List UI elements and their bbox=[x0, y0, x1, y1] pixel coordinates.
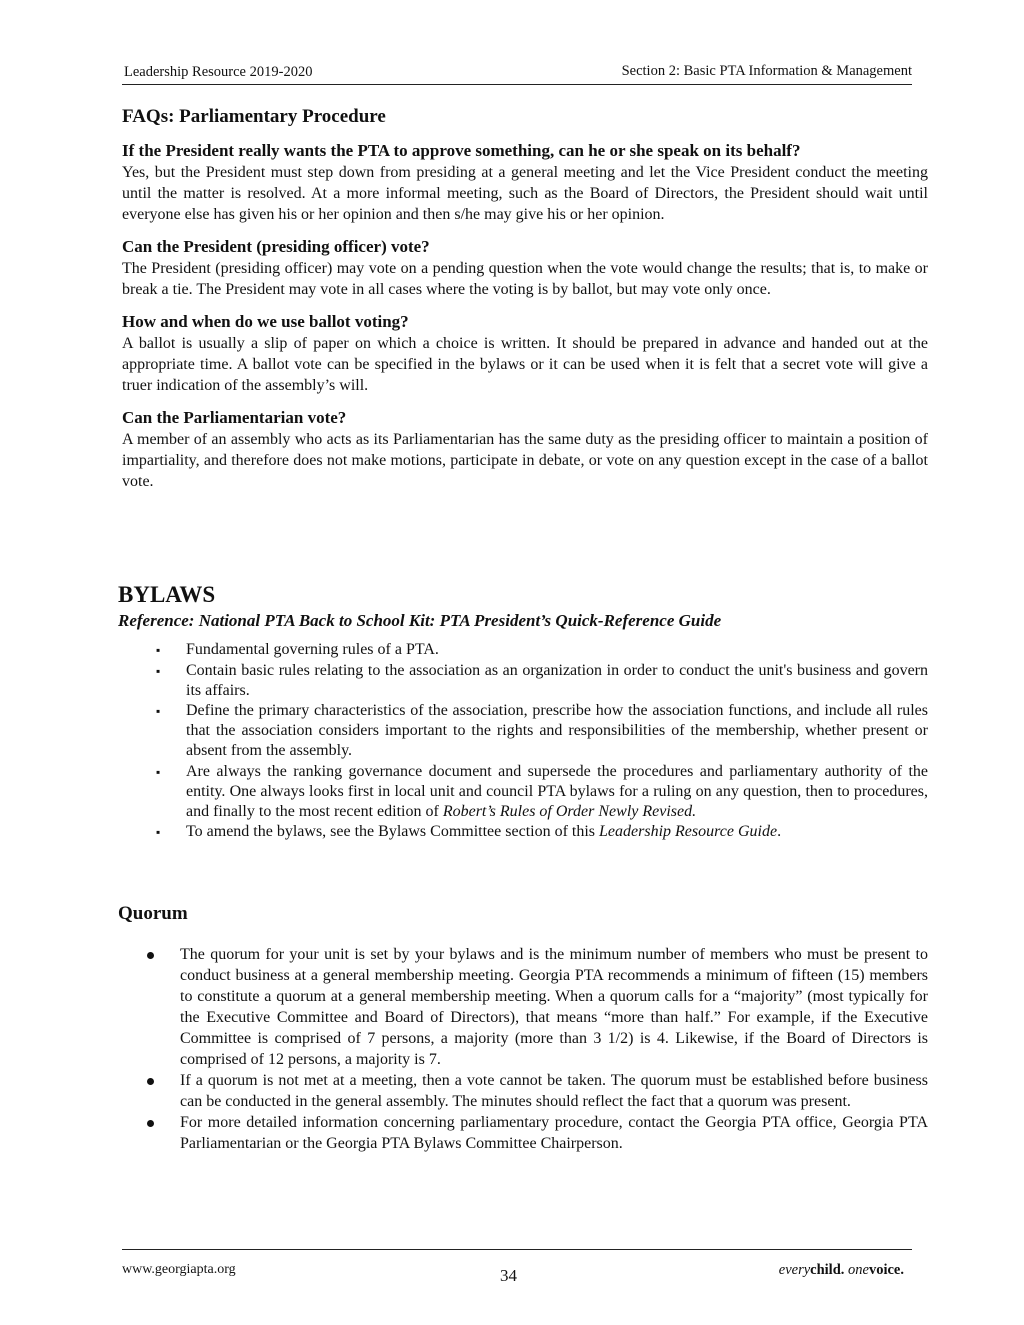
faq-answer: A member of an assembly who acts as its Parliamentarian has the same duty as the presiding officer to maintain a position of impartiality, and therefore does not make motions, participate in debate, or vote on any question except in the case of a ballot vote. bbox=[122, 431, 928, 490]
faq-answer: Yes, but the President must step down from presiding at a general meeting and let the Vice President conduct the meeting until the matter is resolved. At a more informal meeting, such as the Board of Directors, the President should wait until everyone else has given his or her opinion and then s/he may give his or her opinion. bbox=[122, 164, 928, 223]
square-bullet-icon: ▪ bbox=[156, 764, 161, 779]
footer-divider bbox=[122, 1249, 912, 1250]
faq-section bbox=[122, 106, 928, 503]
square-bullet-icon: ▪ bbox=[156, 825, 161, 839]
faq-answer: A ballot is usually a slip of paper on which a choice is written. It should be prepared in advance and handed out at the appropriate time. A ballot vote can be specified in the bylaws or it can be used when it is felt that a secret vote will give a truer indication of the assembly’s will. bbox=[122, 335, 928, 394]
guide-title: Leadership Resource Guide bbox=[599, 823, 778, 840]
slogan-one: one bbox=[848, 1262, 869, 1278]
faq-title: FAQs: Parliamentary Procedure bbox=[122, 106, 386, 127]
list-item bbox=[118, 640, 928, 660]
page-number: 34 bbox=[500, 1266, 517, 1285]
faq-question: How and when do we use ballot voting? bbox=[122, 312, 409, 331]
bylaws-list bbox=[118, 640, 928, 842]
list-item-text: For more detailed information concerning parliamentary procedure, contact the Georgia PTA office, Georgia PTA Parliamentarian or the Georgia PTA Bylaws Committee Chairperson. bbox=[180, 1114, 928, 1152]
faq-question: Can the Parliamentarian vote? bbox=[122, 408, 347, 427]
header-right-text: Section 2: Basic PTA Information & Management bbox=[621, 63, 912, 79]
list-item-text: Contain basic rules relating to the association as an organization in order to conduct the unit's business and govern its affairs. bbox=[186, 661, 928, 699]
slogan-child: child. bbox=[810, 1262, 845, 1278]
square-bullet-icon: ▪ bbox=[156, 663, 161, 678]
quorum-title: Quorum bbox=[118, 903, 188, 924]
header-left-text: Leadership Resource 2019-2020 bbox=[124, 64, 313, 80]
faq-question: If the President really wants the PTA to approve something, can he or she speak on its behalf? bbox=[122, 141, 801, 160]
list-item-text: Define the primary characteristics of the association, prescribe how the association functions, and include all rules that the association considers important to the rights and responsibilities of the membership, whether present or absent from the assembly. bbox=[186, 702, 928, 759]
list-item bbox=[118, 1112, 928, 1154]
bullet-dot-icon bbox=[147, 952, 154, 959]
list-item-text: Fundamental governing rules of a PTA. bbox=[186, 641, 439, 658]
list-item-text: If a quorum is not met at a meeting, then a vote cannot be taken. The quorum must be established before business can be conducted in the general assembly. The minutes should reflect the fact that a quorum was present. bbox=[180, 1072, 928, 1110]
list-item bbox=[118, 762, 928, 822]
faq-question: Can the President (presiding officer) vote? bbox=[122, 237, 430, 256]
footer-slogan bbox=[779, 1262, 904, 1279]
quorum-list bbox=[118, 944, 928, 1154]
list-item bbox=[118, 822, 928, 842]
book-title: Robert’s Rules of Order Newly Revised. bbox=[442, 802, 697, 820]
quorum-section bbox=[118, 902, 928, 1154]
bylaws-reference: Reference: National PTA Back to School Kit: PTA President’s Quick-Reference Guide bbox=[118, 611, 722, 630]
footer-website: www.georgiapta.org bbox=[122, 1262, 236, 1277]
bullet-dot-icon bbox=[147, 1078, 154, 1085]
list-item-text: Are always the ranking governance document and supersede the procedures and parliamentary authority of the entity. One always looks first in local unit and council PTA bylaws for a ruling on any question, then to procedures, and finally to the most recent edition of bbox=[186, 762, 928, 820]
list-item-text: The quorum for your unit is set by your bylaws and is the minimum number of members who must be present to conduct business at a general membership meeting. Georgia PTA recommends a minimum of fifteen (15) members to constitute a quorum at a general membership meeting. When a quorum calls for a “majority” (most typically for the Executive Committee and Board of Directors), that means “more than half.” For example, if the Executive Committee is comprised of 7 persons, a majority (more than 3 1/2) is 4. Likewise, if the Board of Directors is comprised of 12 persons, a majority is 7. bbox=[180, 946, 928, 1068]
list-item-text: To amend the bylaws, see the Bylaws Committee section of this bbox=[186, 823, 600, 840]
square-bullet-icon: ▪ bbox=[156, 643, 161, 657]
faq-answer: The President (presiding officer) may vote on a pending question when the vote would change the results; that is, to make or break a tie. The President may vote in all cases where the voting is by ballot, but may vote only once. bbox=[122, 260, 928, 298]
list-item bbox=[118, 661, 928, 701]
bullet-dot-icon bbox=[147, 1120, 154, 1127]
square-bullet-icon: ▪ bbox=[156, 704, 161, 718]
page-header bbox=[122, 62, 912, 85]
slogan-voice: voice. bbox=[868, 1262, 904, 1278]
list-item-tail: . bbox=[777, 823, 782, 840]
bylaws-section bbox=[118, 580, 928, 843]
list-item bbox=[118, 944, 928, 1070]
slogan-every: every bbox=[778, 1262, 811, 1278]
list-item bbox=[118, 1070, 928, 1112]
list-item bbox=[118, 701, 928, 761]
bylaws-title: BYLAWS bbox=[118, 582, 216, 607]
